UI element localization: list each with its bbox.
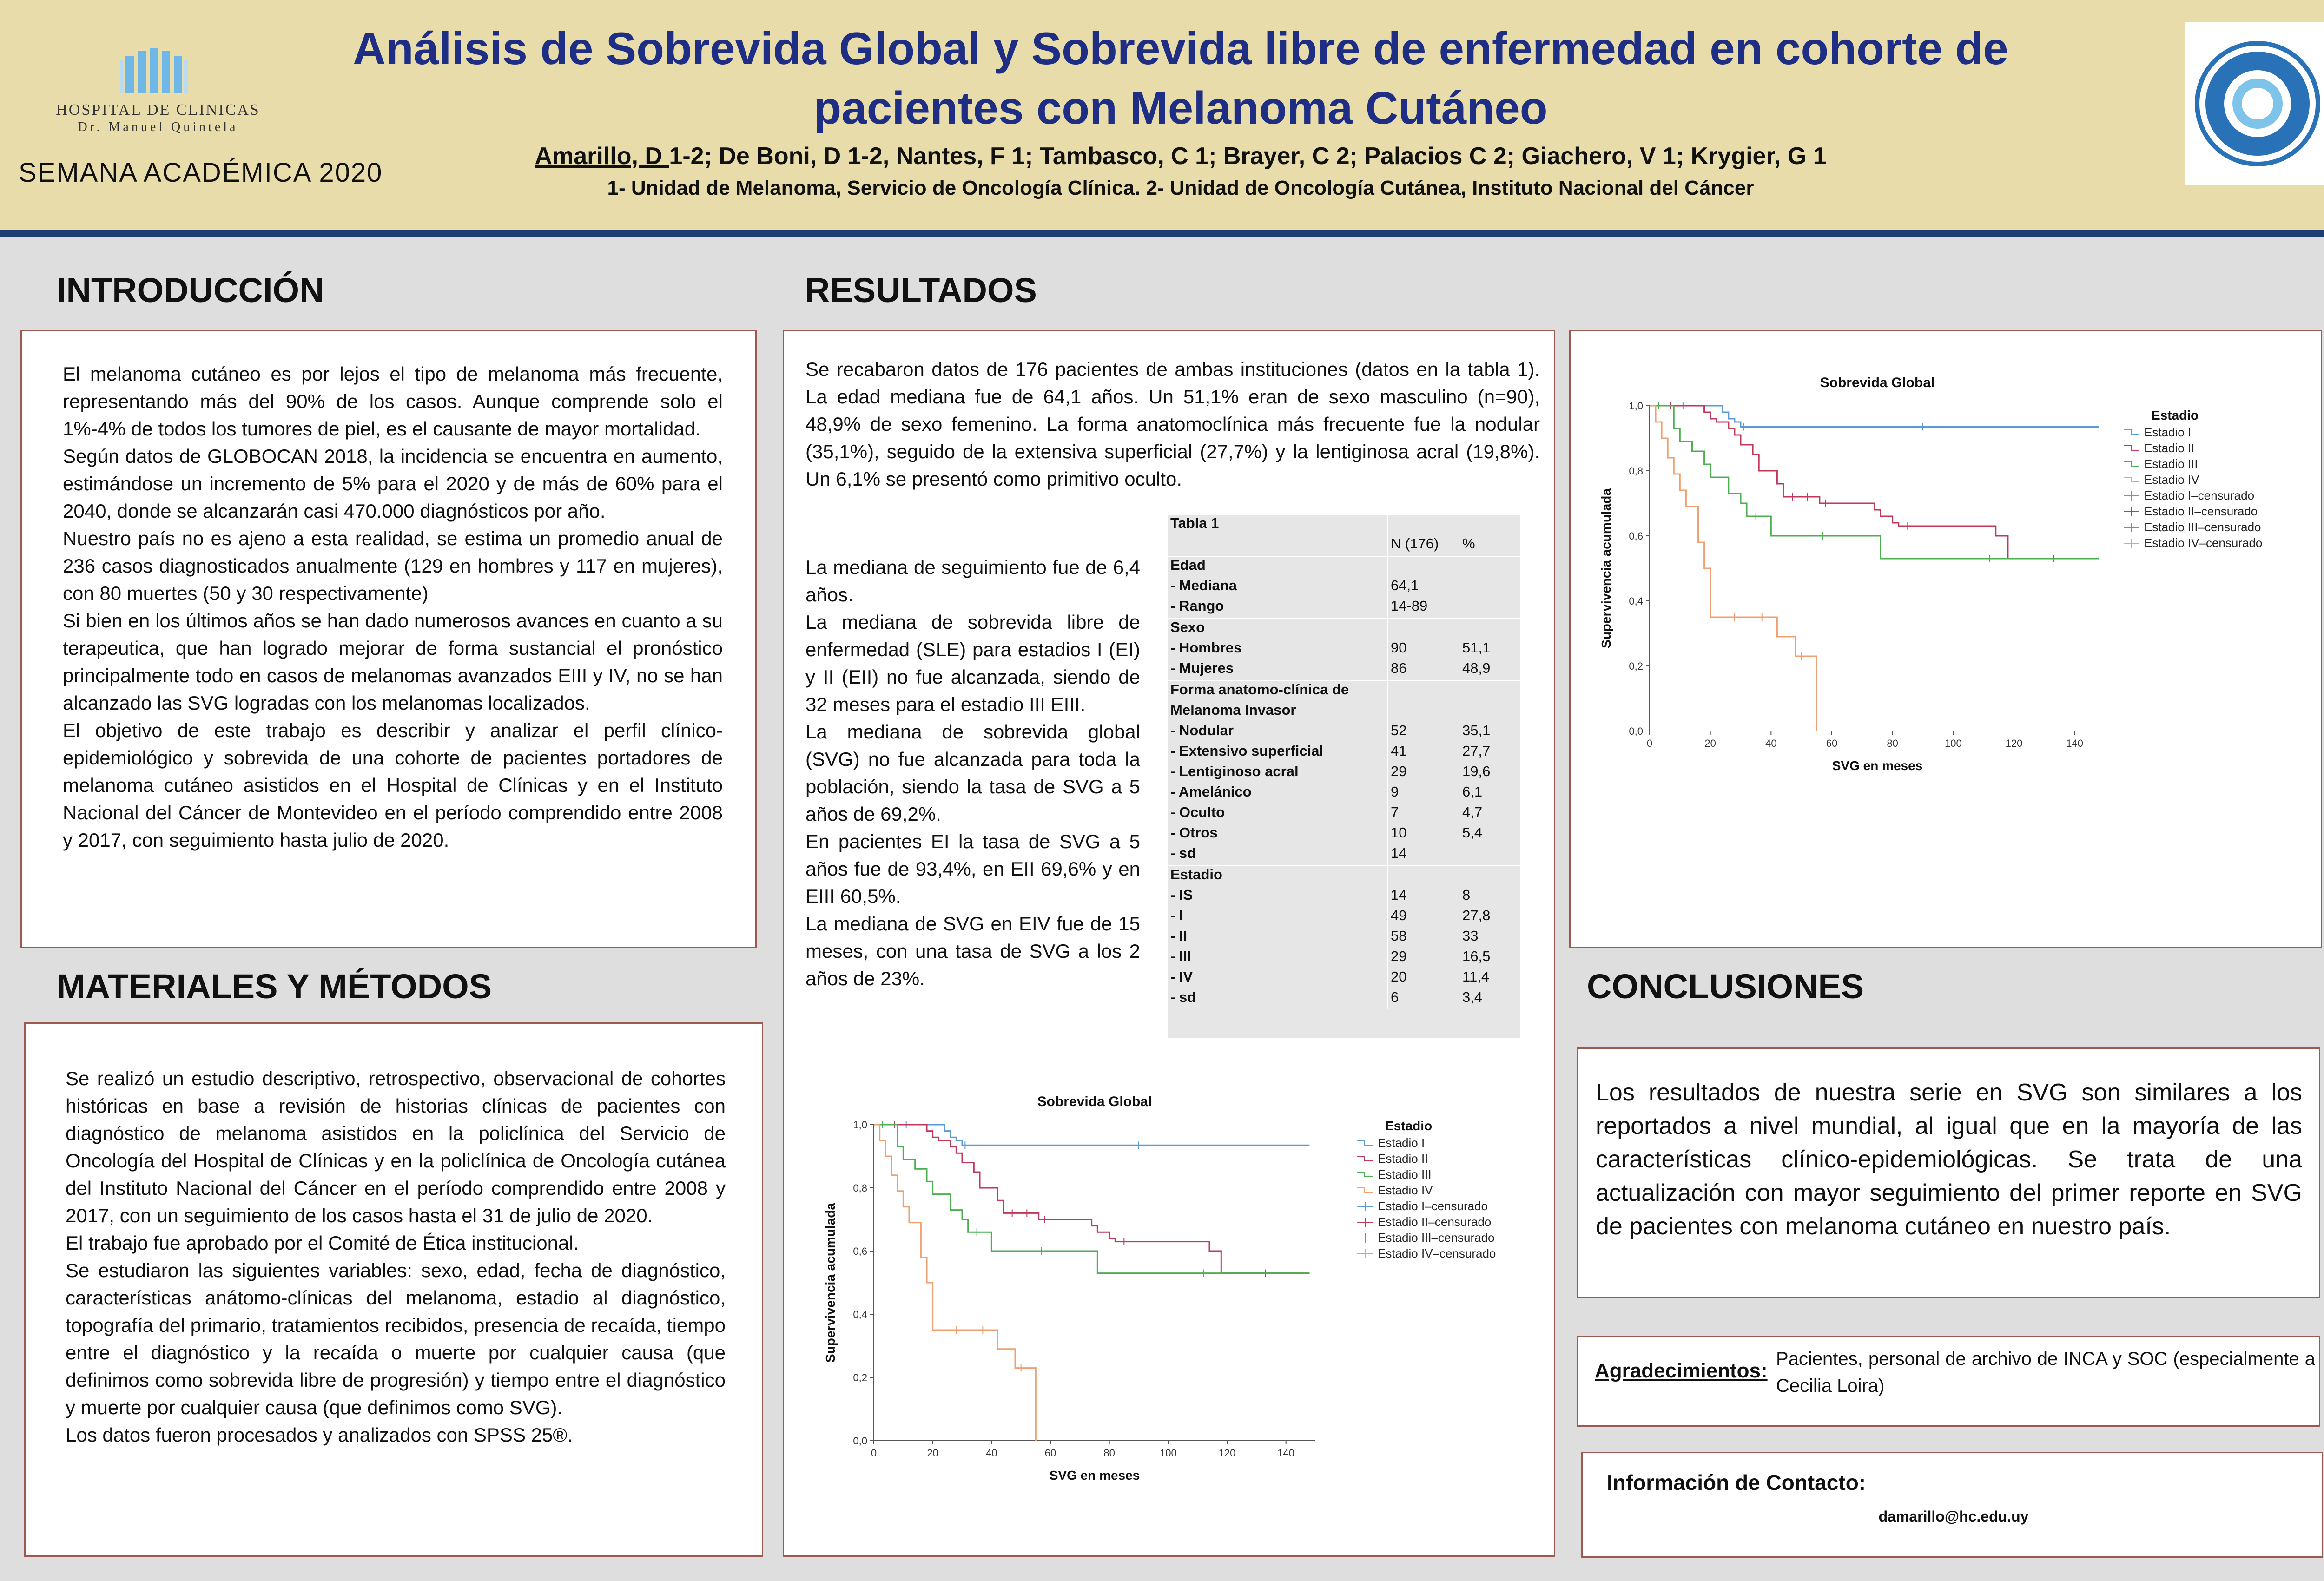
x-tick-label: 20: [927, 1447, 938, 1459]
series-line-3: [1650, 406, 2099, 559]
poster-title: Análisis de Sobrevida Global y Sobrevida libre de enfermedad en cohorte de pacientes con Melanoma Cutáneo: [353, 23, 2008, 133]
methods-heading: MATERIALES Y MÉTODOS: [57, 967, 492, 1006]
table-row: [1168, 824, 1520, 845]
table-title: Tabla 1: [1168, 515, 1387, 535]
results-paragraph: La mediana de seguimiento fue de 6,4 años.: [805, 556, 1140, 606]
legend-item: Estadio II–censurado: [1378, 1215, 1492, 1229]
x-tick-label: 40: [986, 1447, 997, 1459]
series-line-4: [1650, 406, 1816, 731]
x-tick-label: 120: [1218, 1447, 1236, 1459]
table-row: [1168, 866, 1520, 887]
x-tick-label: 0: [1646, 738, 1653, 749]
series-line-4: [874, 1125, 1036, 1441]
results-paragraph: La mediana de SVG en EIV fue de 15 meses, con una tasa de SVG a los 2 años de 23%.: [805, 913, 1140, 989]
legend-item: Estadio I: [1378, 1136, 1425, 1150]
table-cell-pct: 51,1: [1462, 639, 1491, 656]
table-row: [1168, 743, 1520, 763]
table-1: [1168, 515, 1520, 1038]
table-cell-label: - sd: [1168, 989, 1387, 1009]
y-tick-label: 0,8: [853, 1182, 867, 1194]
x-tick-label: 0: [871, 1447, 877, 1459]
x-tick-label: 100: [1944, 738, 1962, 749]
legend-swatch: [2124, 461, 2139, 466]
table-cell-label: - Otros: [1168, 824, 1387, 845]
x-tick-label: 140: [2066, 738, 2084, 749]
table-cell-label: - II: [1168, 928, 1387, 948]
results-paragraph: La mediana de sobrevida global (SVG) no fue alcanzada para toda la población, siendo la tasa de SVG a 5 años de 69,2%.: [805, 721, 1140, 825]
y-tick-label: 0,0: [853, 1435, 867, 1447]
contact-label: Información de Contacto:: [1607, 1470, 1866, 1495]
results-paragraph: En pacientes EI la tasa de SVG a 5 años fue de 93,4%, en EII 69,6% y en EIII 60,5%.: [805, 830, 1140, 907]
y-tick-label: 0,2: [1629, 660, 1643, 672]
table-row: [1168, 948, 1520, 968]
intro-text: [63, 360, 723, 854]
table-row: [1168, 804, 1520, 824]
x-tick-label: 80: [1887, 738, 1898, 749]
table-row: [1168, 968, 1520, 989]
table-cell-n: 58: [1387, 928, 1459, 948]
table-row: [1168, 722, 1520, 743]
table-cell-n: [1387, 619, 1459, 639]
legend-title: Estadio: [1385, 1119, 1433, 1133]
series-line-1: [1650, 406, 2099, 427]
table-cell-pct: 19,6: [1462, 763, 1491, 779]
methods-paragraph: El trabajo fue aprobado por el Comité de Ética institucional.: [66, 1232, 579, 1254]
series-line-3: [874, 1125, 1309, 1273]
table-row: [1168, 639, 1520, 660]
table-cell-label: - IV: [1168, 968, 1387, 989]
methods-text: [66, 1065, 726, 1449]
table-cell-n: 90: [1387, 639, 1459, 660]
header-divider: [0, 230, 2324, 237]
legend-swatch: [1357, 1172, 1373, 1177]
table-cell-n: 14: [1387, 887, 1459, 907]
y-tick-label: 0,4: [853, 1309, 867, 1320]
intro-paragraph: Si bien en los últimos años se han dado numerosos avances en cuanto a su terapeutica, que han logrado mejorar de forma sustancial el pronóstico principalmente todo en casos de melanomas avanzados EIII y IV, no se han alcanzado las SVG logradas con los melanomas localizados.: [63, 610, 723, 714]
table-1-grid: [1168, 515, 1520, 1009]
table-cell-n: 14-89: [1387, 598, 1459, 619]
legend-title: Estadio: [2152, 408, 2199, 422]
contact-email[interactable]: damarillo@hc.edu.uy: [1878, 1508, 2029, 1525]
intro-paragraph: Nuestro país no es ajeno a esta realidad, se estima un promedio anual de 236 casos diagnosticados anualmente (129 en hombres y 117 en mujeres), con 80 muertes (50 y 30 respectivamente): [63, 527, 723, 604]
hospital-subname: Dr. Manuel Quintela: [78, 120, 238, 134]
methods-paragraph: Se estudiaron las siguientes variables: sexo, edad, fecha de diagnóstico, características anátomo-clínicas del melanoma, estadio al diagnóstico, topografía del primario, tratamientos recibidos, presencia de recaída, tiempo entre el diagnóstico y la recaída o muerte por cualquier causa (que definimos como sobrevida libre de progresión) y tiempo entre el diagnóstico y muerte por cualquier causa (que definimos como SVG).: [66, 1259, 726, 1418]
seal-logo-icon: [2185, 22, 2324, 185]
legend-item: Estadio II: [2144, 441, 2195, 455]
legend-item: Estadio III: [2144, 457, 2198, 471]
conclusions-text: Los resultados de nuestra serie en SVG son similares a los reportados a nivel mundial, al igual que en la mayoría de las características clínico-epidemiológicas. Se trata de una actualización con mayor seguimiento del primer reporte en SVG de pacientes con melanoma cutáneo en nuestro país.: [1596, 1079, 2302, 1240]
chart-title: Sobrevida Global: [1037, 1094, 1152, 1109]
table-row: [1168, 681, 1520, 702]
table-cell-label: Forma anatomo-clínica de: [1168, 681, 1387, 702]
legend-item: Estadio IV–censurado: [1378, 1246, 1496, 1260]
table-cell-label: Melanoma Invasor: [1168, 702, 1387, 722]
table-cell-n: 29: [1387, 948, 1459, 968]
methods-paragraph: Los datos fueron procesados y analizados con SPSS 25®.: [66, 1424, 573, 1446]
table-cell-n: 49: [1387, 907, 1459, 928]
legend-swatch: [2124, 477, 2139, 482]
table-cell-n: 10: [1387, 824, 1459, 845]
author-list: [260, 142, 2101, 170]
results-paragraph: La mediana de sobrevida libre de enfermedad (SLE) para estadios I (EI) y II (EII) no fue alcanzada, siendo de 32 meses para el estadio III EIII.: [805, 611, 1140, 715]
series-line-1: [874, 1125, 1309, 1145]
y-axis-label: Supervivencia acumulada: [1599, 488, 1613, 648]
methods-panel: [24, 1022, 763, 1557]
catedra-seal: [2185, 22, 2324, 185]
legend-item: Estadio III–censurado: [2144, 520, 2261, 534]
table-row: [1168, 989, 1520, 1009]
table-cell-label: - Amelánico: [1168, 784, 1387, 804]
table-cell-pct: 48,9: [1462, 660, 1491, 676]
y-tick-label: 0,6: [853, 1245, 867, 1257]
table-cell-pct: 5,4: [1462, 824, 1483, 841]
table-cell-n: [1387, 681, 1459, 702]
table-cell-label: - Hombres: [1168, 639, 1387, 660]
legend-item: Estadio IV: [2144, 473, 2199, 487]
results-intro: Se recabaron datos de 176 pacientes de ambas instituciones (datos en la tabla 1). La edad mediana fue de 64,1 años. Un 51,1% eran de sexo masculino (n=90), 48,9% de sexo femenino. La forma anatomoclínica más frecuente fue la nodular (35,1%), seguido de la extensiva superficial (27,7%) y la lentiginosa acral (19,8%). Un 6,1% se presentó como primitivo oculto.: [805, 358, 1540, 490]
table-col-header: N (176): [1387, 535, 1459, 556]
hospital-name: HOSPITAL DE CLINICAS: [56, 101, 260, 119]
results-text: [805, 553, 1140, 992]
legend-item: Estadio II–censurado: [2144, 504, 2258, 518]
intro-heading: INTRODUCCIÓN: [57, 271, 324, 310]
table-row: [1168, 598, 1520, 619]
table-row: [1168, 784, 1520, 804]
acknowledgements-label: Agradecimientos:: [1595, 1359, 1768, 1382]
table-cell-pct: 35,1: [1462, 722, 1491, 738]
table-cell-pct: 3,4: [1462, 989, 1483, 1005]
table-cell-label: - Extensivo superficial: [1168, 743, 1387, 763]
first-author: Amarillo, D: [535, 143, 669, 170]
legend-swatch: [2124, 446, 2139, 450]
table-cell-n: 29: [1387, 763, 1459, 784]
acknowledgements-panel: [1577, 1336, 2320, 1427]
table-cell-label: - Nodular: [1168, 722, 1387, 743]
table-row: [1168, 763, 1520, 784]
intro-panel: [20, 330, 757, 948]
x-tick-label: 60: [1044, 1447, 1056, 1459]
intro-paragraph: Según datos de GLOBOCAN 2018, la incidencia se encuentra en aumento, estimándose un incremento de 5% para el 2020 y de más de 60% para el 2040, donde se alcanzarán casi 470.000 diagnósticos por año.: [63, 445, 723, 522]
legend-swatch: [1357, 1156, 1373, 1161]
x-tick-label: 120: [2005, 738, 2023, 749]
other-authors: 1-2; De Boni, D 1-2, Nantes, F 1; Tambasco, C 1; Brayer, C 2; Palacios C 2; Giachero, V 1; Krygier, G 1: [669, 143, 1827, 170]
table-cell-pct: [1459, 556, 1520, 577]
y-tick-label: 0,4: [1629, 595, 1643, 607]
affiliations: 1- Unidad de Melanoma, Servicio de Oncología Clínica. 2- Unidad de Oncología Cutánea, Instituto Nacional del Cáncer: [607, 177, 1754, 199]
y-tick-label: 0,2: [853, 1372, 867, 1383]
table-cell-n: [1387, 702, 1459, 722]
x-tick-label: 60: [1826, 738, 1838, 749]
legend-item: Estadio IV–censurado: [2144, 536, 2263, 550]
table-cell-n: 64,1: [1387, 577, 1459, 598]
table-cell-pct: [1459, 619, 1520, 639]
x-tick-label: 40: [1765, 738, 1777, 749]
legend-item: Estadio II: [1378, 1152, 1428, 1166]
x-tick-label: 100: [1159, 1447, 1177, 1459]
methods-paragraph: Se realizó un estudio descriptivo, retrospectivo, observacional de cohortes históricas en base a revisión de historias clínicas de pacientes con diagnóstico de melanoma asistidos en la policlínica del Servicio de Oncología del Hospital de Clínicas y en la policlínica de Oncología cutánea del Instituto Nacional del Cáncer en el período comprendido entre 2008 y 2017, con un seguimiento de los casos hasta el 31 de julio de 2020.: [66, 1067, 726, 1226]
table-cell-pct: [1459, 702, 1520, 722]
intro-paragraph: El melanoma cutáneo es por lejos el tipo de melanoma más frecuente, representando más del 90% de los casos. Aunque comprende solo el 1%-4% de todos los tumores de piel, es el causante de mayor mortalidad.: [63, 363, 723, 440]
x-tick-label: 140: [1277, 1447, 1295, 1459]
table-cell-label: Estadio: [1168, 866, 1387, 887]
x-axis-label: SVG en meses: [1832, 758, 1923, 773]
survival-chart-results: [809, 1078, 1534, 1515]
table-row: [1168, 887, 1520, 907]
table-cell-label: - Mujeres: [1168, 660, 1387, 681]
table-cell-label: - Lentiginoso acral: [1168, 763, 1387, 784]
table-cell-n: 7: [1387, 804, 1459, 824]
table-cell-n: 9: [1387, 784, 1459, 804]
table-cell-label: - III: [1168, 948, 1387, 968]
conclusions-panel: [1577, 1047, 2320, 1298]
table-row: [1168, 907, 1520, 928]
table-cell-n: 52: [1387, 722, 1459, 743]
table-row: [1168, 619, 1520, 639]
table-cell-pct: [1459, 866, 1520, 887]
legend-item: Estadio IV: [1378, 1183, 1433, 1197]
table-cell-pct: [1459, 681, 1520, 702]
x-axis-label: SVG en meses: [1049, 1468, 1140, 1482]
table-cell-n: 86: [1387, 660, 1459, 681]
table-row: [1168, 928, 1520, 948]
intro-paragraph: El objetivo de este trabajo es describir y analizar el perfil clínico-epidemiológico y sobrevida de una cohorte de pacientes portadores de melanoma cutáneo asistidos en el Hospital de Clínicas y en el Instituto Nacional del Cáncer de Montevideo en el período comprendido entre 2008 y 2017, con seguimiento hasta julio de 2020.: [63, 719, 723, 851]
y-tick-label: 0,0: [1629, 725, 1643, 737]
table-cell-label: - Oculto: [1168, 804, 1387, 824]
table-cell-pct: 6,1: [1462, 784, 1483, 800]
table-cell-pct: [1459, 577, 1520, 598]
table-row: [1168, 660, 1520, 681]
survival-chart-global: [1571, 331, 2321, 947]
legend-swatch: [2124, 430, 2139, 435]
y-tick-label: 1,0: [1629, 400, 1643, 412]
legend-item: Estadio III–censurado: [1378, 1231, 1495, 1245]
table-cell-n: 41: [1387, 743, 1459, 763]
table-cell-pct: 27,7: [1462, 743, 1491, 759]
table-cell-label: - I: [1168, 907, 1387, 928]
legend-item: Estadio III: [1378, 1167, 1432, 1181]
table-cell-pct: 27,8: [1462, 907, 1491, 923]
legend-item: Estadio I–censurado: [2144, 488, 2255, 502]
x-tick-label: 20: [1704, 738, 1716, 749]
table-row: [1168, 845, 1520, 866]
y-tick-label: 0,6: [1629, 530, 1643, 542]
y-tick-label: 0,8: [1629, 465, 1643, 477]
legend-item: Estadio I–censurado: [1378, 1199, 1488, 1213]
x-tick-label: 80: [1103, 1447, 1115, 1459]
table-cell-pct: [1459, 598, 1520, 619]
table-cell-pct: 33: [1462, 928, 1479, 944]
table-cell-n: [1387, 556, 1459, 577]
survival-chart-panel: [1569, 330, 2322, 948]
table-cell-pct: 8: [1462, 887, 1471, 903]
legend-item: Estadio I: [2144, 425, 2192, 439]
table-cell-label: - IS: [1168, 887, 1387, 907]
table-cell-pct: 16,5: [1462, 948, 1491, 964]
table-cell-n: 20: [1387, 968, 1459, 989]
table-cell-n: 6: [1387, 989, 1459, 1009]
table-cell-pct: [1459, 845, 1520, 866]
table-cell-pct: 4,7: [1462, 804, 1483, 820]
table-cell-label: - Mediana: [1168, 577, 1387, 598]
table-row: [1168, 577, 1520, 598]
conclusions-heading: CONCLUSIONES: [1587, 967, 1864, 1006]
event-name: SEMANA ACADÉMICA 2020: [19, 158, 383, 188]
table-cell-pct: 11,4: [1462, 968, 1490, 985]
acknowledgements-text: Pacientes, personal de archivo de INCA y SOC (especialmente a Cecilia Loira): [1776, 1349, 2315, 1396]
results-heading: RESULTADOS: [805, 271, 1037, 310]
y-axis-label: Supervivencia acumulada: [823, 1203, 838, 1363]
table-cell-label: - Rango: [1168, 598, 1387, 619]
table-cell-label: Sexo: [1168, 619, 1387, 639]
chart-title: Sobrevida Global: [1820, 375, 1935, 390]
legend-swatch: [1357, 1140, 1373, 1145]
legend-swatch: [1357, 1188, 1373, 1192]
table-col-header: %: [1462, 535, 1475, 552]
table-cell-n: 14: [1387, 845, 1459, 866]
contact-panel: [1581, 1452, 2323, 1558]
table-row: [1168, 702, 1520, 722]
table-row: [1168, 556, 1520, 577]
table-cell-label: Edad: [1168, 556, 1387, 577]
table-cell-label: - sd: [1168, 845, 1387, 866]
y-tick-label: 1,0: [853, 1119, 867, 1131]
table-cell-n: [1387, 866, 1459, 887]
